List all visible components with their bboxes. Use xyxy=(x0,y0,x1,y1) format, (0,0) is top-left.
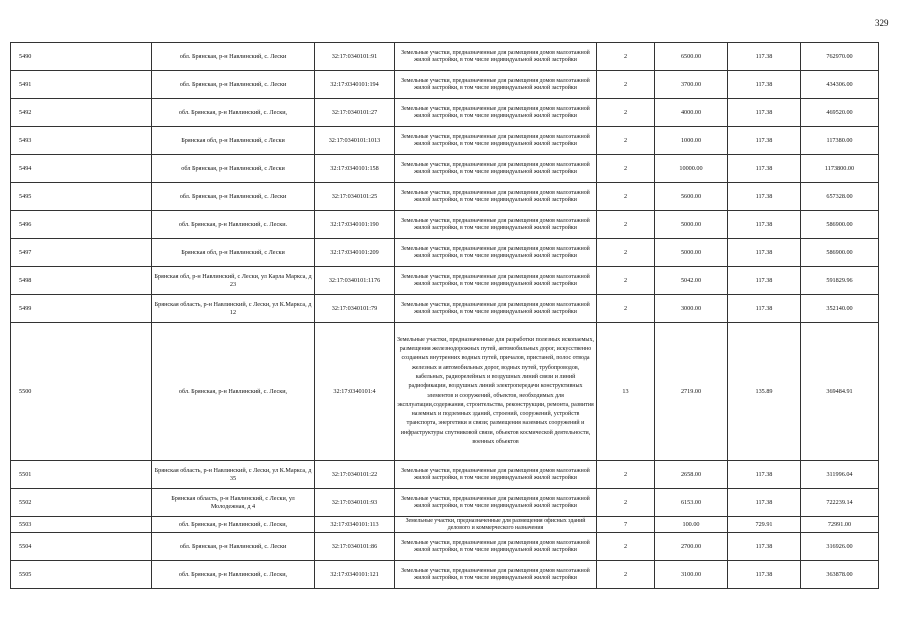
area-cell: 6500.00 xyxy=(655,43,728,71)
land-plot-registry-table xyxy=(10,42,879,589)
area-cell: 6153.00 xyxy=(655,489,728,517)
table-row xyxy=(11,461,879,489)
land-use-purpose-cell: Земельные участки, предназначенные для размещения домов малоэтажной жилой застройки, в том числе индивидуальной жилой застройки xyxy=(395,295,597,323)
cadastral-value-cell: 316926.00 xyxy=(801,533,879,561)
cadastral-number-cell: 32:17:0340101:91 xyxy=(315,43,395,71)
table-row xyxy=(11,71,879,99)
specific-value-cell: 117.38 xyxy=(728,461,801,489)
specific-value-cell: 729.91 xyxy=(728,517,801,533)
address-cell: Брянская область, р-н Навлинский, с Лески, ул Молодежная, д 4 xyxy=(152,489,315,517)
row-number-cell: 5503 xyxy=(11,517,152,533)
area-cell: 5042.00 xyxy=(655,267,728,295)
use-group-code-cell: 2 xyxy=(597,183,655,211)
address-cell: обл. Брянская, р-н Навлинский, с. Лески xyxy=(152,43,315,71)
address-cell: Брянская область, р-н Навлинский, с Лески, ул К.Маркса, д 35 xyxy=(152,461,315,489)
area-cell: 2658.00 xyxy=(655,461,728,489)
cadastral-number-cell: 32:17:0340101:27 xyxy=(315,99,395,127)
land-use-purpose-cell: Земельные участки, предназначенные для размещения домов малоэтажной жилой застройки, в том числе индивидуальной жилой застройки xyxy=(395,211,597,239)
table-row xyxy=(11,517,879,533)
use-group-code-cell: 7 xyxy=(597,517,655,533)
specific-value-cell: 117.38 xyxy=(728,127,801,155)
row-number-cell: 5502 xyxy=(11,489,152,517)
use-group-code-cell: 2 xyxy=(597,43,655,71)
use-group-code-cell: 2 xyxy=(597,99,655,127)
address-cell: обл. Брянская, р-н Навлинский, с. Лески xyxy=(152,71,315,99)
cadastral-value-cell: 311996.04 xyxy=(801,461,879,489)
specific-value-cell: 117.38 xyxy=(728,295,801,323)
address-cell: обл. Брянская, р-н Навлинский, с. Лески, xyxy=(152,99,315,127)
address-cell: обл. Брянская, р-н Навлинский, с. Лески, xyxy=(152,517,315,533)
cadastral-number-cell: 32:17:0340101:190 xyxy=(315,211,395,239)
use-group-code-cell: 13 xyxy=(597,323,655,461)
use-group-code-cell: 2 xyxy=(597,267,655,295)
use-group-code-cell: 2 xyxy=(597,489,655,517)
cadastral-value-cell: 117380.00 xyxy=(801,127,879,155)
area-cell: 3000.00 xyxy=(655,295,728,323)
row-number-cell: 5493 xyxy=(11,127,152,155)
row-number-cell: 5498 xyxy=(11,267,152,295)
row-number-cell: 5497 xyxy=(11,239,152,267)
row-number-cell: 5505 xyxy=(11,561,152,589)
land-use-purpose-cell: Земельные участки, предназначенные для размещения домов малоэтажной жилой застройки, в том числе индивидуальной жилой застройки xyxy=(395,267,597,295)
cadastral-value-cell: 762970.00 xyxy=(801,43,879,71)
address-cell: Брянская обл, р-н Навлинский, с Лески xyxy=(152,127,315,155)
cadastral-number-cell: 32:17:0340101:79 xyxy=(315,295,395,323)
cadastral-number-cell: 32:17:0340101:1176 xyxy=(315,267,395,295)
land-use-purpose-cell: Земельные участки, предназначенные для размещения домов малоэтажной жилой застройки, в том числе индивидуальной жилой застройки xyxy=(395,461,597,489)
table-row xyxy=(11,127,879,155)
area-cell: 100.00 xyxy=(655,517,728,533)
area-cell: 3100.00 xyxy=(655,561,728,589)
land-use-purpose-cell: Земельные участки, предназначенные для размещения домов малоэтажной жилой застройки, в том числе индивидуальной жилой застройки xyxy=(395,561,597,589)
address-cell: обл. Брянская, р-н Навлинский, с. Лески xyxy=(152,183,315,211)
cadastral-number-cell: 32:17:0340101:194 xyxy=(315,71,395,99)
area-cell: 2719.00 xyxy=(655,323,728,461)
specific-value-cell: 117.38 xyxy=(728,267,801,295)
cadastral-number-cell: 32:17:0340101:25 xyxy=(315,183,395,211)
table-row xyxy=(11,267,879,295)
area-cell: 10000.00 xyxy=(655,155,728,183)
area-cell: 2700.00 xyxy=(655,533,728,561)
specific-value-cell: 117.38 xyxy=(728,489,801,517)
specific-value-cell: 117.38 xyxy=(728,211,801,239)
row-number-cell: 5490 xyxy=(11,43,152,71)
area-cell: 5600.00 xyxy=(655,183,728,211)
table-row xyxy=(11,99,879,127)
table-row xyxy=(11,533,879,561)
table-row xyxy=(11,183,879,211)
land-use-purpose-cell: Земельные участки, предназначенные для размещения домов малоэтажной жилой застройки, в том числе индивидуальной жилой застройки xyxy=(395,43,597,71)
table-row xyxy=(11,561,879,589)
row-number-cell: 5491 xyxy=(11,71,152,99)
area-cell: 1000.00 xyxy=(655,127,728,155)
cadastral-value-cell: 469520.00 xyxy=(801,99,879,127)
row-number-cell: 5504 xyxy=(11,533,152,561)
use-group-code-cell: 2 xyxy=(597,461,655,489)
cadastral-number-cell: 32:17:0340101:86 xyxy=(315,533,395,561)
use-group-code-cell: 2 xyxy=(597,295,655,323)
specific-value-cell: 117.38 xyxy=(728,561,801,589)
use-group-code-cell: 2 xyxy=(597,71,655,99)
land-use-purpose-cell: Земельные участки, предназначенные для размещения домов малоэтажной жилой застройки, в том числе индивидуальной жилой застройки xyxy=(395,99,597,127)
land-use-purpose-cell: Земельные участки, предназначенные для размещения домов малоэтажной жилой застройки, в том числе индивидуальной жилой застройки xyxy=(395,155,597,183)
land-use-purpose-cell: Земельные участки, предназначенные для размещения домов малоэтажной жилой застройки, в том числе индивидуальной жилой застройки xyxy=(395,533,597,561)
specific-value-cell: 117.38 xyxy=(728,71,801,99)
specific-value-cell: 117.38 xyxy=(728,155,801,183)
land-use-purpose-cell: Земельные участки, предназначенные для размещения домов малоэтажной жилой застройки, в том числе индивидуальной жилой застройки xyxy=(395,239,597,267)
land-use-purpose-cell: Земельные участки, предназначенные для разработки полезных ископаемых, размещения железнодорожных путей, автомобильных дорог, искусственно созданных внутренних водных путей, причалов, пристаней, полос отвода железных и автомобильных дорог, водных путей, трубопроводов, кабельных, радиорелейных и воздушных линий связи и линий радиофикации, воздушных линий электропередачи конструктивных элементов и сооружений, объектов, необходимых для эксплуатации,содержания, строительства, реконструкции, ремонта, развития наземных и подземных зданий, строений, сооружений, устройств транспорта, энергетики и связи; размещения наземных сооружений и инфраструктуры спутниковой связи, объектов космической деятельности, военных объектов xyxy=(395,323,597,461)
table-row xyxy=(11,155,879,183)
area-cell: 4000.00 xyxy=(655,99,728,127)
specific-value-cell: 117.38 xyxy=(728,533,801,561)
address-cell: обл. Брянская, р-н Навлинский, с. Лески xyxy=(152,533,315,561)
cadastral-value-cell: 722239.14 xyxy=(801,489,879,517)
land-use-purpose-cell: Земельные участки, предназначенные для размещения домов малоэтажной жилой застройки, в том числе индивидуальной жилой застройки xyxy=(395,71,597,99)
address-cell: обл. Брянская, р-н Навлинский, с. Лески, xyxy=(152,323,315,461)
page-number: 329 xyxy=(875,18,889,28)
cadastral-number-cell: 32:17:0340101:22 xyxy=(315,461,395,489)
table-row xyxy=(11,239,879,267)
specific-value-cell: 117.38 xyxy=(728,99,801,127)
cadastral-value-cell: 72991.00 xyxy=(801,517,879,533)
cadastral-number-cell: 32:17:0340101:209 xyxy=(315,239,395,267)
cadastral-value-cell: 369484.91 xyxy=(801,323,879,461)
cadastral-number-cell: 32:17:0340101:113 xyxy=(315,517,395,533)
area-cell: 3700.00 xyxy=(655,71,728,99)
cadastral-value-cell: 657328.00 xyxy=(801,183,879,211)
use-group-code-cell: 2 xyxy=(597,561,655,589)
table-row xyxy=(11,489,879,517)
use-group-code-cell: 2 xyxy=(597,211,655,239)
cadastral-value-cell: 434306.00 xyxy=(801,71,879,99)
use-group-code-cell: 2 xyxy=(597,533,655,561)
address-cell: обл. Брянская, р-н Навлинский, с. Лески, xyxy=(152,561,315,589)
row-number-cell: 5499 xyxy=(11,295,152,323)
use-group-code-cell: 2 xyxy=(597,239,655,267)
address-cell: Брянская область, р-н Навлинский, с Лески, ул К.Маркса, д 12 xyxy=(152,295,315,323)
row-number-cell: 5501 xyxy=(11,461,152,489)
specific-value-cell: 117.38 xyxy=(728,239,801,267)
table-row xyxy=(11,295,879,323)
row-number-cell: 5495 xyxy=(11,183,152,211)
row-number-cell: 5492 xyxy=(11,99,152,127)
land-use-purpose-cell: Земельные участки, предназначенные для размещения домов малоэтажной жилой застройки, в том числе индивидуальной жилой застройки xyxy=(395,183,597,211)
cadastral-number-cell: 32:17:0340101:4 xyxy=(315,323,395,461)
address-cell: обл. Брянская, р-н Навлинский, с. Лески. xyxy=(152,211,315,239)
cadastral-number-cell: 32:17:0340101:93 xyxy=(315,489,395,517)
land-use-purpose-cell: Земельные участки, предназначенные для размещения офисных зданий делового и коммерческого назначения xyxy=(395,517,597,533)
cadastral-number-cell: 32:17:0340101:158 xyxy=(315,155,395,183)
use-group-code-cell: 2 xyxy=(597,127,655,155)
cadastral-value-cell: 586900.00 xyxy=(801,239,879,267)
row-number-cell: 5500 xyxy=(11,323,152,461)
address-cell: Брянская обл, р-н Навлинский, с Лески xyxy=(152,239,315,267)
area-cell: 5000.00 xyxy=(655,239,728,267)
table-row xyxy=(11,211,879,239)
registry-table-body xyxy=(11,43,879,589)
table-row xyxy=(11,323,879,461)
row-number-cell: 5494 xyxy=(11,155,152,183)
cadastral-value-cell: 591829.96 xyxy=(801,267,879,295)
cadastral-number-cell: 32:17:0340101:1013 xyxy=(315,127,395,155)
cadastral-value-cell: 352140.00 xyxy=(801,295,879,323)
address-cell: Брянская обл, р-н Навлинский, с Лески, ул Карла Маркса, д 23 xyxy=(152,267,315,295)
land-use-purpose-cell: Земельные участки, предназначенные для размещения домов малоэтажной жилой застройки, в том числе индивидуальной жилой застройки xyxy=(395,127,597,155)
area-cell: 5000.00 xyxy=(655,211,728,239)
cadastral-value-cell: 1173800.00 xyxy=(801,155,879,183)
specific-value-cell: 135.89 xyxy=(728,323,801,461)
cadastral-value-cell: 363878.00 xyxy=(801,561,879,589)
specific-value-cell: 117.38 xyxy=(728,43,801,71)
cadastral-number-cell: 32:17:0340101:121 xyxy=(315,561,395,589)
specific-value-cell: 117.38 xyxy=(728,183,801,211)
address-cell: обл Брянская, р-н Навлинский, с Лески xyxy=(152,155,315,183)
use-group-code-cell: 2 xyxy=(597,155,655,183)
table-row xyxy=(11,43,879,71)
land-use-purpose-cell: Земельные участки, предназначенные для размещения домов малоэтажной жилой застройки, в том числе индивидуальной жилой застройки xyxy=(395,489,597,517)
row-number-cell: 5496 xyxy=(11,211,152,239)
cadastral-value-cell: 586900.00 xyxy=(801,211,879,239)
